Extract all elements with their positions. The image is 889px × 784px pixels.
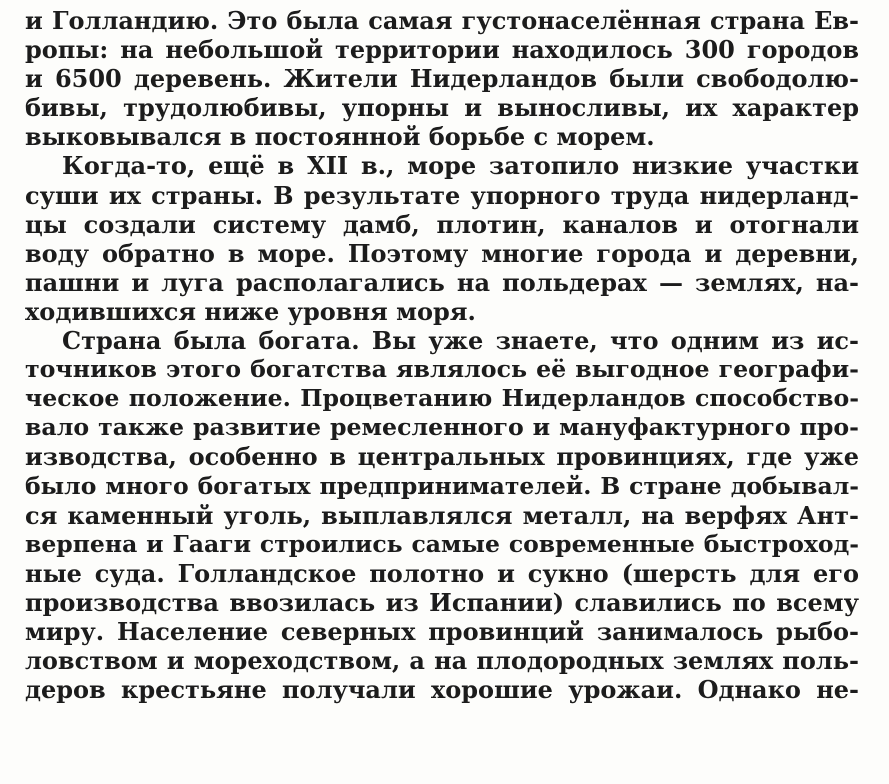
paragraph-2 bbox=[25, 151, 859, 326]
text-line: бивы, трудолюбивы, упорны и выносливы, их характер bbox=[25, 93, 859, 123]
text-line: было много богатых предпринимателей. В стране добывал- bbox=[25, 471, 859, 500]
text-line: пашни и луга располагались на польдерах — землях, на- bbox=[25, 267, 859, 297]
text-line: точников этого богатства являлось её выгодное географи- bbox=[25, 355, 859, 384]
text-line: цы создали систему дамб, плотин, каналов и отогнали bbox=[25, 209, 859, 239]
paragraph-1 bbox=[25, 6, 859, 151]
text-line: ся каменный уголь, выплавлялся металл, на верфях Ант- bbox=[25, 500, 859, 530]
text-line: ные суда. Голландское полотно и сукно (шерсть для его bbox=[25, 558, 859, 588]
text-line: ческое положение. Процветанию Нидерландов способство- bbox=[25, 384, 859, 413]
text-line: Страна была богата. Вы уже знаете, что одним из ис- bbox=[62, 326, 859, 356]
text-line: изводства, особенно в центральных провинциях, где уже bbox=[25, 442, 859, 472]
text-line: и 6500 деревень. Жители Нидерландов были свободолю- bbox=[25, 64, 859, 94]
text-line: суши их страны. В результате упорного труда нидерланд- bbox=[25, 180, 859, 210]
text-line: Когда-то, ещё в XII в., море затопило низкие участки bbox=[62, 151, 859, 181]
text-line: ходившихся ниже уровня моря. bbox=[25, 296, 476, 326]
text-line: верпена и Гааги строились самые современные быстроход- bbox=[25, 529, 859, 558]
body-text bbox=[25, 6, 859, 704]
paragraph-3 bbox=[25, 326, 859, 704]
text-line: вало также развитие ремесленного и мануфактурного про- bbox=[25, 413, 859, 442]
text-line: миру. Население северных провинций занималось рыбо- bbox=[25, 616, 859, 646]
text-line: производства ввозилась из Испании) славились по всему bbox=[25, 587, 859, 617]
text-line: и Голландию. Это была самая густонаселённая страна Ев- bbox=[25, 6, 859, 35]
text-line: выковывался в постоянной борьбе с морем. bbox=[25, 122, 655, 152]
text-line: воду обратно в море. Поэтому многие города и деревни, bbox=[25, 238, 859, 268]
text-line: ропы: на небольшой территории находилось 300 городов bbox=[25, 35, 859, 65]
text-line: ловством и мореходством, а на плодородных землях поль- bbox=[25, 646, 859, 676]
text-line: деров крестьяне получали хорошие урожаи. Однако не- bbox=[25, 675, 859, 705]
